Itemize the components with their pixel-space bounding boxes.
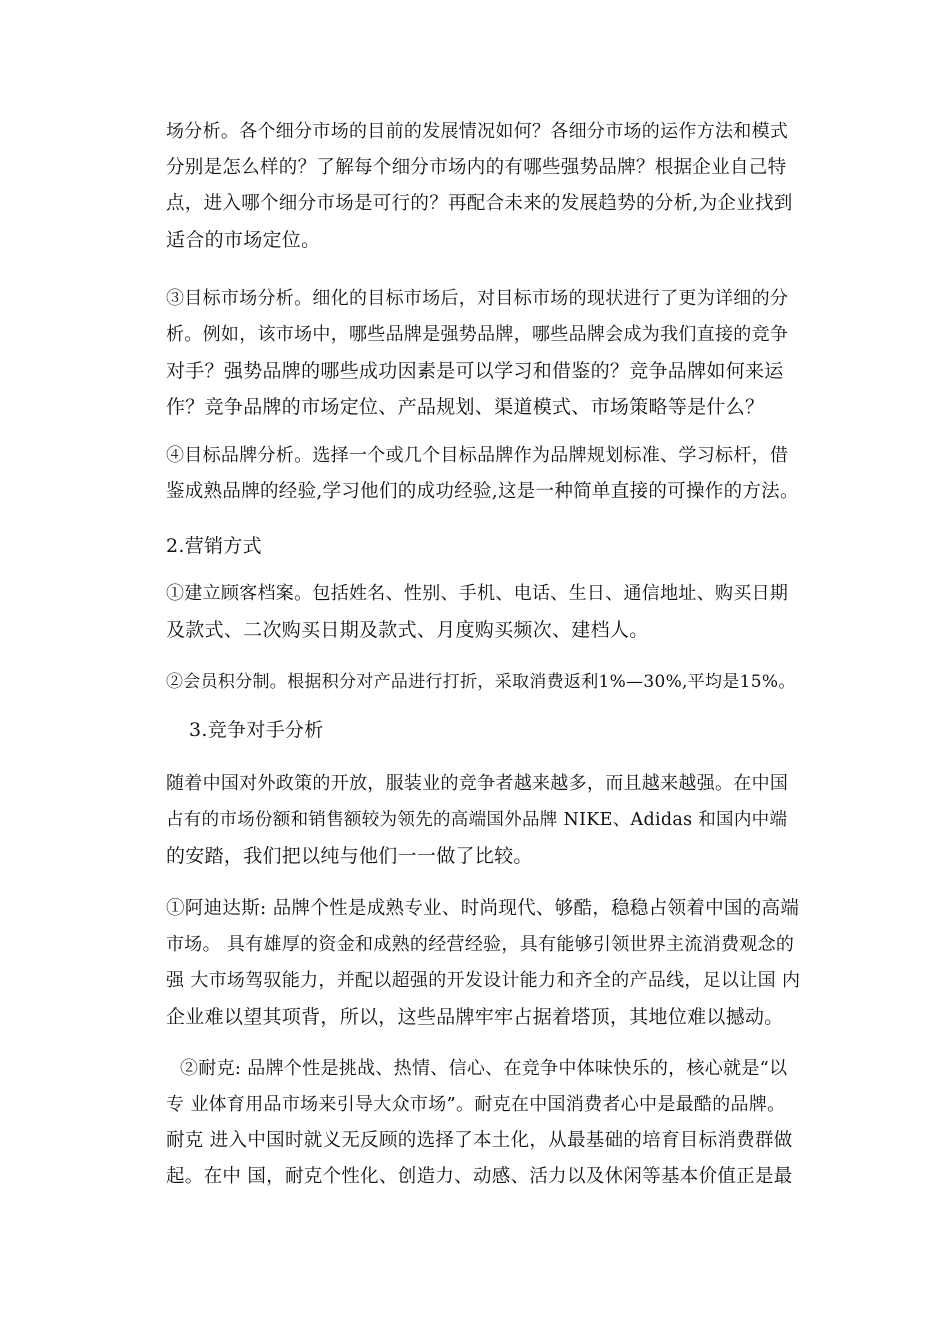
para-6-line-1: 随着中国对外政策的开放，服装业的竞争者越来越多，而且越来越强。在中国 — [166, 773, 789, 794]
para-3-line-1: ④目标品牌分析。选择一个或几个目标品牌作为品牌规划标准、学习标杆，借 — [166, 445, 789, 466]
para-6-line-2: 占有的市场份额和销售额较为领先的高端国外品牌 NIKE、Adidas 和国内中端 — [166, 810, 788, 830]
para-1-line-1: 场分析。各个细分市场的目前的发展情况如何？各细分市场的运作方法和模式 — [166, 121, 789, 142]
para-7-line-3: 强 大市场驾驭能力，并配以超强的开发设计能力和齐全的产品线，足以让国 内 — [166, 970, 801, 991]
para-2-line-1: ③目标市场分析。细化的目标市场后，对目标市场的现状进行了更为详细的分 — [166, 288, 789, 309]
para-2-line-4: 作？竞争品牌的市场定位、产品规划、渠道模式、市场策略等是什么？ — [166, 396, 765, 418]
para-7-line-1: ①阿迪达斯: 品牌个性是成熟专业、时尚现代、够酷，稳稳占领着中国的高端 — [166, 898, 800, 919]
heading-competitors: 3.竞争对手分析 — [189, 719, 324, 741]
para-8-line-1: ②耐克: 品牌个性是挑战、热情、信心、在竞争中体味快乐的，核心就是“以 — [180, 1058, 788, 1079]
para-8-line-4: 起。在中 国，耐克个性化、创造力、动感、活力以及休闲等基本价值正是最 — [166, 1166, 793, 1187]
para-2-line-2: 析。例如，该市场中，哪些品牌是强势品牌，哪些品牌会成为我们直接的竞争 — [166, 324, 789, 345]
para-4-line-1: ①建立顾客档案。包括姓名、性别、手机、电话、生日、通信地址、购买日期 — [166, 583, 789, 604]
para-8-line-3: 耐克 进入中国时就义无反顾的选择了本土化，从最基础的培育目标消费群做 — [166, 1130, 793, 1151]
para-3-line-2: 鉴成熟品牌的经验,学习他们的成功经验,这是一种简单直接的可操作的方法。 — [166, 481, 799, 502]
para-7-line-2: 市场。 具有雄厚的资金和成熟的经营经验，具有能够引领世界主流消费观念的 — [166, 934, 795, 955]
para-8-line-2: 专 业体育用品市场来引导大众市场”。耐克在中国消费者心中是最酷的品牌。 — [166, 1094, 786, 1115]
para-4-line-2: 及款式、二次购买日期及款式、月度购买频次、建档人。 — [166, 619, 649, 641]
para-1-line-4: 适合的市场定位。 — [166, 229, 321, 251]
para-6-line-3: 的安踏，我们把以纯与他们一一做了比较。 — [166, 845, 533, 867]
para-7-line-4: 企业难以望其项背，所以，这些品牌牢牢占据着塔顶，其地位难以撼动。 — [166, 1006, 784, 1028]
para-1-line-3: 点，进入哪个细分市场是可行的？再配合未来的发展趋势的分析,为企业找到 — [166, 193, 793, 214]
heading-marketing: 2.营销方式 — [166, 535, 262, 557]
para-2-line-3: 对手？强势品牌的哪些成功因素是可以学习和借鉴的？竞争品牌如何来运 — [166, 360, 784, 382]
para-1-line-2: 分别是怎么样的？了解每个细分市场内的有哪些强势品牌？根据企业自己特 — [166, 157, 787, 178]
para-5-line-1: ②会员积分制。根据积分对产品进行打折，采取消费返利1%—30%,平均是15%。 — [166, 672, 796, 692]
